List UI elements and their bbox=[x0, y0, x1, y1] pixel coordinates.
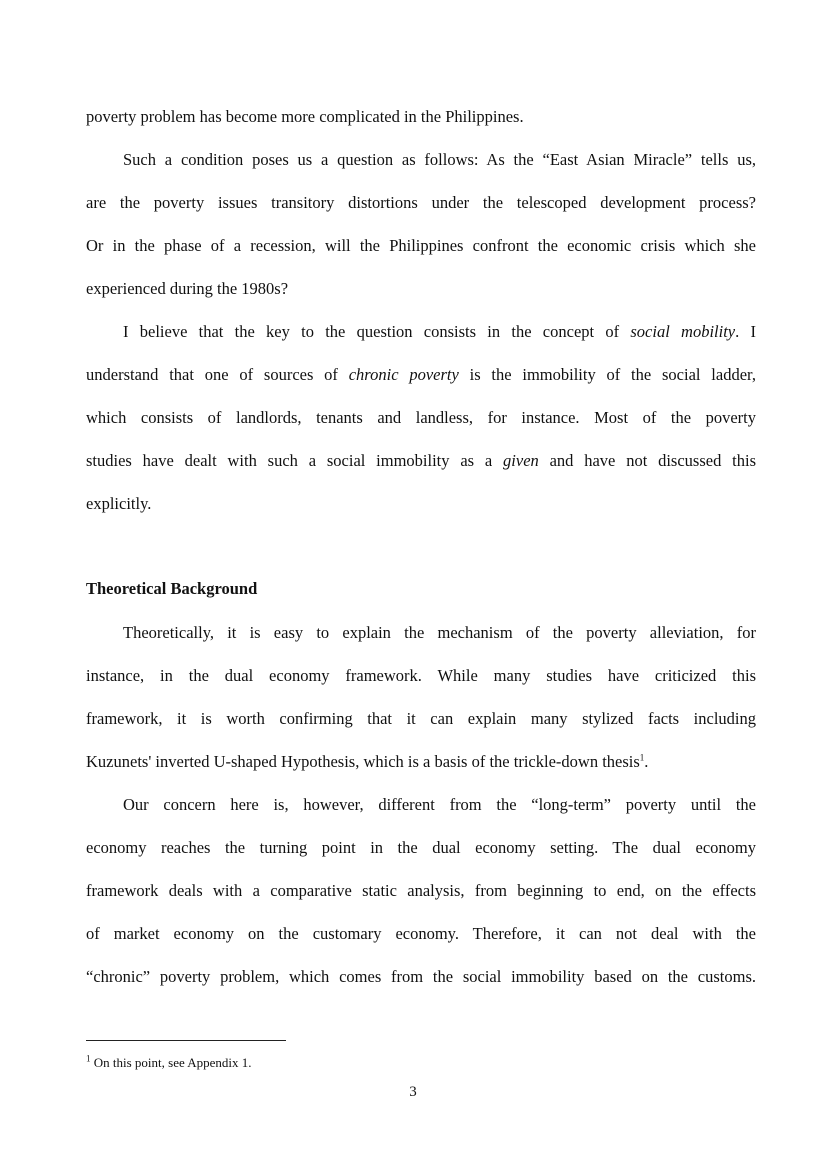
paragraph-4-line-1: Theoretically, it is easy to explain the mechanism of the poverty alleviation, for bbox=[123, 623, 756, 642]
footnote-divider bbox=[86, 1040, 286, 1041]
text-run: . bbox=[644, 752, 649, 771]
text-run: and have not discussed this bbox=[538, 451, 756, 470]
paragraph-1-line-1: poverty problem has become more complicated in the Philippines. bbox=[86, 107, 524, 126]
italic-term-given: given bbox=[503, 451, 539, 470]
text-run: is the immobility of the social ladder, bbox=[458, 365, 756, 384]
footnote-text: On this point, see Appendix 1. bbox=[90, 1055, 252, 1070]
italic-term-chronic-poverty: chronic poverty bbox=[348, 365, 459, 384]
paragraph-2-line-1: Such a condition poses us a question as follows: As the “East Asian Miracle” tells us, bbox=[123, 150, 756, 169]
paragraph-4-line-3: framework, it is worth confirming that it can explain many stylized facts including bbox=[86, 709, 756, 728]
text-run: studies have dealt with such a social immobility as a bbox=[86, 451, 504, 470]
text-run: Kuzunets' inverted U-shaped Hypothesis, which is a basis of the trickle-down thesis bbox=[86, 752, 640, 771]
paragraph-3-line-5: explicitly. bbox=[86, 494, 152, 513]
paragraph-4-line-4 bbox=[86, 751, 756, 773]
footnote-reference: 1 bbox=[639, 752, 645, 763]
paragraph-3-line-1 bbox=[86, 321, 756, 343]
footnote-mark: 1 bbox=[86, 1053, 91, 1064]
section-heading: Theoretical Background bbox=[86, 579, 258, 598]
text-run: . I bbox=[735, 322, 756, 341]
text-run: I believe that the key to the question consists in the concept of bbox=[123, 322, 631, 341]
text-run: understand that one of sources of bbox=[86, 365, 349, 384]
paragraph-3-line-4 bbox=[86, 450, 756, 472]
paragraph-4-line-2: instance, in the dual economy framework. While many studies have criticized this bbox=[86, 666, 756, 685]
paragraph-2-line-4: experienced during the 1980s? bbox=[86, 279, 289, 298]
paragraph-5-line-4: of market economy on the customary economy. Therefore, it can not deal with the bbox=[86, 924, 756, 943]
paragraph-3-line-2 bbox=[86, 364, 756, 386]
paragraph-5-line-3: framework deals with a comparative static analysis, from beginning to end, on the effects bbox=[86, 881, 756, 900]
paragraph-2-line-3: Or in the phase of a recession, will the Philippines confront the economic crisis which she bbox=[86, 236, 756, 255]
paragraph-2-line-2: are the poverty issues transitory distortions under the telescoped development process? bbox=[86, 193, 756, 212]
italic-term-social-mobility: social mobility bbox=[630, 322, 736, 341]
paragraph-3-line-3: which consists of landlords, tenants and landless, for instance. Most of the poverty bbox=[86, 408, 756, 427]
footnote bbox=[86, 1054, 252, 1072]
paragraph-5-line-5: “chronic” poverty problem, which comes from the social immobility based on the customs. bbox=[86, 967, 756, 986]
paragraph-5-line-1: Our concern here is, however, different from the “long-term” poverty until the bbox=[123, 795, 756, 814]
paragraph-5-line-2: economy reaches the turning point in the dual economy setting. The dual economy bbox=[86, 838, 756, 857]
page-number: 3 bbox=[409, 1084, 417, 1100]
